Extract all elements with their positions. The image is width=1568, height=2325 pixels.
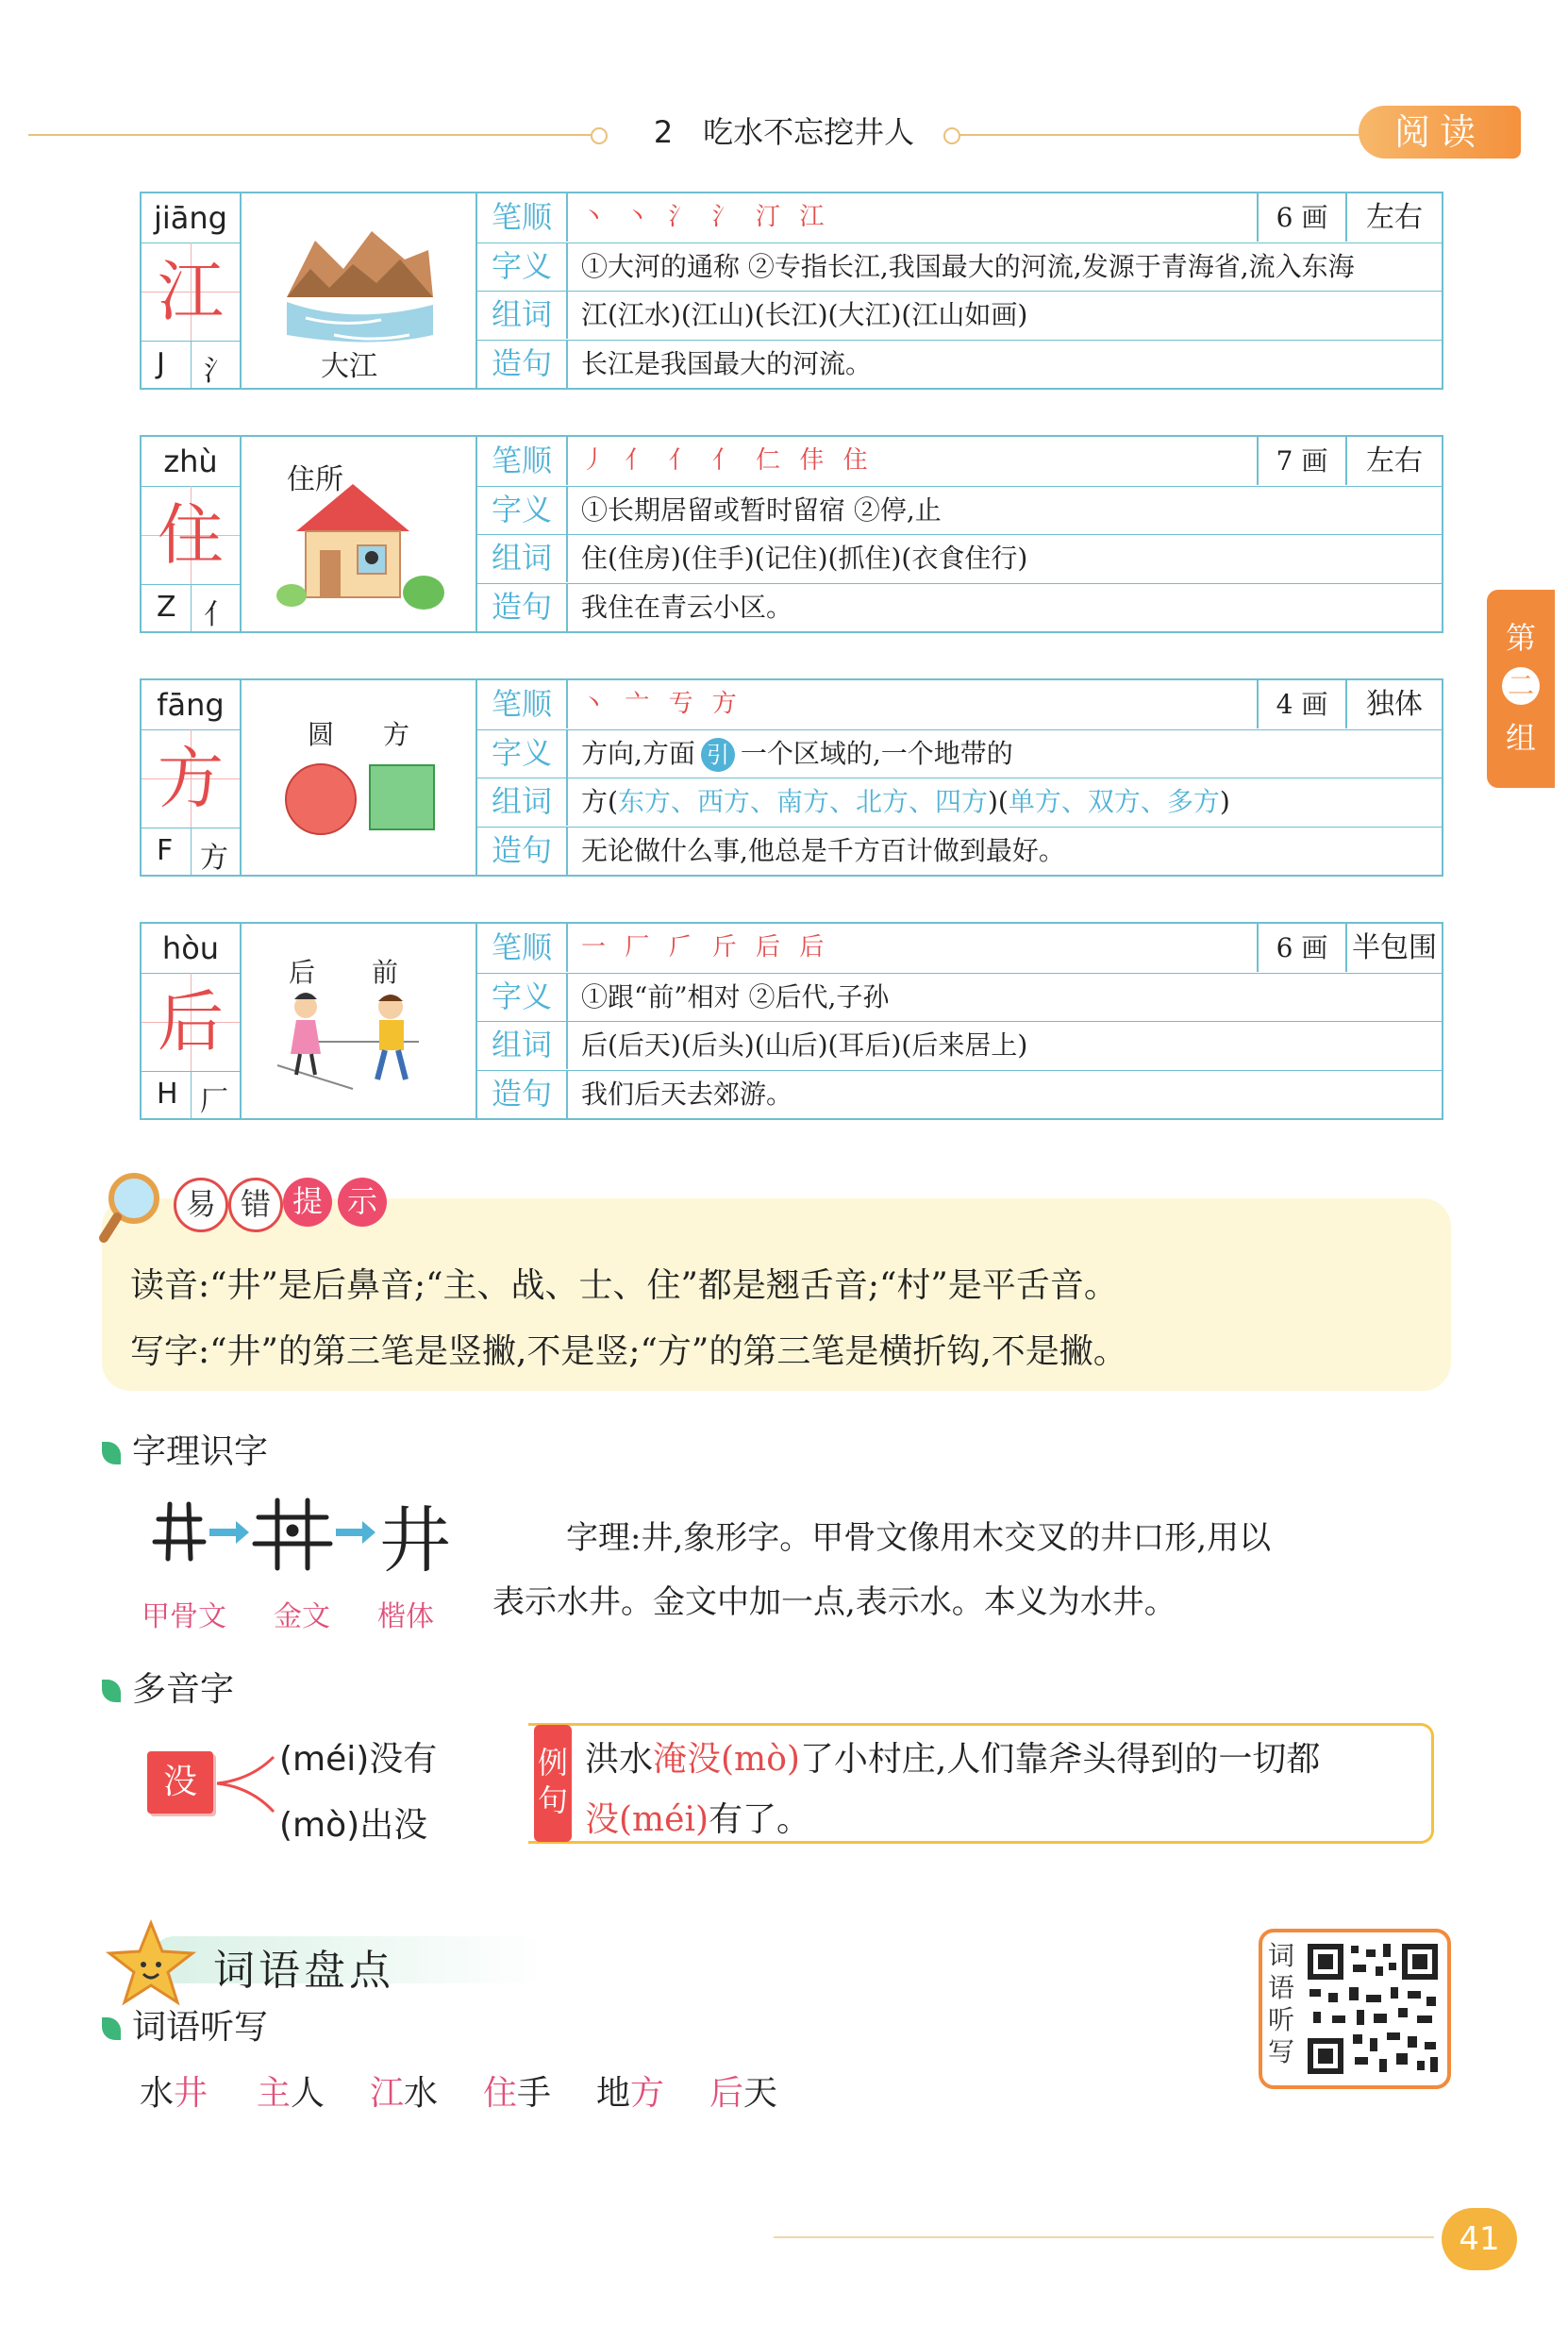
index-letter: F <box>157 834 174 867</box>
words-blue: 东方、西方、南方、北方、四方 <box>617 786 988 817</box>
glyph-kai: 井 <box>379 1498 451 1582</box>
stroke-order: 丿 亻 亻 亻 仁 仹 住 <box>581 446 874 475</box>
stroke-count: 4 画 <box>1257 680 1345 728</box>
words-part: ) <box>1219 786 1230 817</box>
reading-mo: (mò)出没 <box>279 1806 428 1845</box>
meaning-part-a: 方向,方面 <box>581 737 695 769</box>
words-part: )( <box>987 786 1009 817</box>
index-cell <box>142 341 240 389</box>
star-icon <box>104 1915 198 2010</box>
word-char: 住 <box>483 2074 518 2113</box>
example-highlight: 淹没(mò) <box>653 1740 800 1779</box>
meaning <box>581 729 1013 778</box>
word-char: 江 <box>370 2074 405 2113</box>
tip-line-pronunciation: 读音:“井”是后鼻音;“主、战、士、住”都是翘舌音;“村”是平舌音。 <box>130 1266 1118 1305</box>
char: 住 <box>142 486 240 584</box>
word-char: 人 <box>291 2074 325 2113</box>
tip-badge-4: 示 <box>338 1178 387 1227</box>
label-oracle: 甲骨文 <box>142 1600 226 1633</box>
pic-label: 大江 <box>321 350 377 383</box>
stroke-order: 丶 亠 亐 方 <box>581 690 742 718</box>
label-sentence: 造句 <box>477 1070 568 1118</box>
label-meaning: 字义 <box>477 486 568 534</box>
stroke-count: 6 画 <box>1257 924 1345 972</box>
words-part: 方( <box>581 786 618 817</box>
dictation-word-4 <box>483 2066 551 2115</box>
word-char: 主 <box>257 2074 292 2113</box>
label-meaning: 字义 <box>477 243 568 291</box>
reading-tab: 阅读 <box>1359 106 1521 159</box>
house-illustration <box>240 437 475 631</box>
zili-text-line2: 表示水井。金文中加一点,表示水。本义为水井。 <box>492 1583 1176 1621</box>
sentence: 长江是我国最大的河流。 <box>581 347 873 379</box>
magnifier-icon <box>98 1170 164 1246</box>
char-card-hou <box>140 922 1443 1120</box>
illustration-shapes <box>240 680 477 875</box>
sentence: 无论做什么事,他总是千方百计做到最好。 <box>581 834 1065 866</box>
label-stroke: 笔顺 <box>477 193 568 242</box>
dictation-word-2 <box>257 2066 325 2115</box>
tip-badge-2: 错 <box>228 1178 283 1232</box>
tip-line-writing: 写字:“井”的第三笔是竖撇,不是竖;“方”的第三笔是横折钩,不是撇。 <box>130 1332 1127 1371</box>
example-line2 <box>585 1793 810 1841</box>
qr-code-icon <box>1304 1940 1442 2078</box>
side-tab-num: 二 <box>1502 667 1540 705</box>
index-cell <box>142 584 240 632</box>
words: 江(江水)(江山)(长江)(大江)(江山如画) <box>581 299 1028 330</box>
page-number: 41 <box>1442 2208 1517 2270</box>
word-char: 天 <box>743 2074 778 2113</box>
stroke-order: 丶 丶 氵 氵 汀 江 <box>581 203 830 231</box>
label-sentence: 造句 <box>477 340 568 388</box>
side-tab-bottom: 组 <box>1505 720 1536 756</box>
example-line1 <box>585 1732 1320 1781</box>
structure: 左右 <box>1345 193 1442 242</box>
char: 江 <box>142 243 240 341</box>
extended-badge: 引 <box>701 738 735 772</box>
section-title-zili: 字理识字 <box>102 1425 268 1473</box>
meaning-part-b: 一个区域的,一个地带的 <box>740 737 1013 769</box>
pic-label-back: 后 <box>289 957 316 988</box>
dictation-word-5 <box>596 2066 664 2115</box>
sentence: 我住在青云小区。 <box>581 591 793 623</box>
lesson-title: 2 吃水不忘挖井人 <box>653 114 915 150</box>
example-text: 洪水 <box>585 1740 654 1779</box>
dictation-word-3 <box>370 2066 438 2115</box>
label-sentence: 造句 <box>477 827 568 875</box>
word-char: 方 <box>630 2074 665 2113</box>
pic-label-front: 前 <box>372 957 399 988</box>
example-text: 有了。 <box>709 1800 811 1839</box>
example-highlight: 没(méi) <box>585 1800 709 1839</box>
stroke-count: 7 画 <box>1257 437 1345 485</box>
label-words: 组词 <box>477 534 568 582</box>
words: 住(住房)(住手)(记住)(抓住)(衣食住行) <box>581 543 1028 574</box>
illustration-house <box>240 437 477 631</box>
word-char: 水 <box>404 2074 439 2113</box>
word-char: 手 <box>517 2074 552 2113</box>
index-cell <box>142 1071 240 1119</box>
dictation-word-1 <box>140 2066 208 2115</box>
word-char: 井 <box>174 2074 209 2113</box>
pic-label: 住所 <box>287 463 343 496</box>
glyph-evolution <box>142 1491 462 1582</box>
char-cell <box>142 680 242 875</box>
label-stroke: 笔顺 <box>477 680 568 728</box>
footer-rule <box>774 2236 1434 2238</box>
section-title-tingxie: 词语听写 <box>102 2000 268 2049</box>
polyphone-branch <box>213 1746 279 1821</box>
structure: 半包围 <box>1345 924 1442 972</box>
label-bronze: 金文 <box>274 1600 330 1633</box>
pinyin: zhù <box>142 437 240 487</box>
illustration-kids <box>240 924 477 1118</box>
side-tab-top: 第 <box>1505 620 1536 656</box>
qr-label: 词语听写 <box>1268 1940 1295 2067</box>
radical: 厂 <box>200 1085 228 1118</box>
qr-code-card[interactable] <box>1259 1929 1451 2089</box>
label-words: 组词 <box>477 1021 568 1069</box>
char-card-zhu <box>140 435 1443 633</box>
radical: 方 <box>200 842 228 875</box>
word-char: 水 <box>140 2074 175 2113</box>
section-title-duoyin: 多音字 <box>102 1663 234 1711</box>
illustration-river <box>240 193 477 388</box>
stroke-count: 6 画 <box>1257 193 1345 242</box>
dictation-word-6 <box>709 2066 777 2115</box>
pinyin: hòu <box>142 924 240 974</box>
char: 后 <box>142 973 240 1071</box>
index-letter: J <box>157 347 165 380</box>
structure: 独体 <box>1345 680 1442 728</box>
section-title-cypd: 词语盘点 <box>213 1947 394 1995</box>
radical: 亻 <box>204 598 232 631</box>
section-banner-cypd <box>104 1925 528 1995</box>
label-regular: 楷体 <box>377 1600 434 1633</box>
label-meaning: 字义 <box>477 729 568 778</box>
unit-side-tab <box>1487 590 1555 788</box>
pic-label-square: 方 <box>383 719 410 750</box>
meaning: ①大河的通称 ②专指长江,我国最大的河流,发源于青海省,流入东海 <box>581 250 1355 282</box>
label-sentence: 造句 <box>477 583 568 631</box>
shapes-illustration <box>240 680 475 875</box>
structure: 左右 <box>1345 437 1442 485</box>
word-char: 后 <box>709 2074 744 2113</box>
meaning: ①跟“前”相对 ②后代,子孙 <box>581 980 890 1012</box>
label-stroke: 笔顺 <box>477 437 568 485</box>
index-letter: H <box>157 1078 178 1111</box>
char-cell <box>142 193 242 388</box>
error-tip-header <box>98 1170 391 1236</box>
radical: 氵 <box>204 355 232 388</box>
pic-label-circle: 圆 <box>308 719 335 750</box>
example-text: 了小村庄,人们靠斧头得到的一切都 <box>799 1740 1321 1779</box>
char-card-jiang <box>140 192 1443 390</box>
reading-mei: (méi)没有 <box>279 1740 438 1779</box>
char-cell <box>142 437 242 631</box>
char-cell <box>142 924 242 1118</box>
words-blue: 单方、双方、多方 <box>1008 786 1220 817</box>
stroke-order: 一 厂 𠂆 斤 后 后 <box>581 933 830 962</box>
index-letter: Z <box>157 591 176 624</box>
word-char: 地 <box>596 2074 631 2113</box>
label-words: 组词 <box>477 291 568 339</box>
meaning: ①长期居留或暂时留宿 ②停,止 <box>581 493 942 526</box>
tip-badge-3: 提 <box>283 1178 332 1227</box>
pinyin: fāng <box>142 680 240 730</box>
index-cell <box>142 828 240 876</box>
pinyin: jiāng <box>142 193 240 243</box>
kids-illustration <box>240 924 475 1118</box>
char-card-fang <box>140 678 1443 877</box>
words: 后(后天)(后头)(山后)(耳后)(后来居上) <box>581 1029 1028 1061</box>
label-words: 组词 <box>477 778 568 826</box>
example-tag: 例句 <box>534 1725 572 1842</box>
words <box>581 778 1230 826</box>
zili-text-line1: 字理:井,象形字。甲骨文像用木交叉的井口形,用以 <box>566 1519 1272 1557</box>
sentence: 我们后天去郊游。 <box>581 1078 793 1110</box>
tip-badge-1: 易 <box>174 1178 228 1232</box>
label-stroke: 笔顺 <box>477 924 568 972</box>
polyphone-char: 没 <box>147 1751 213 1814</box>
label-meaning: 字义 <box>477 973 568 1021</box>
char: 方 <box>142 729 240 828</box>
